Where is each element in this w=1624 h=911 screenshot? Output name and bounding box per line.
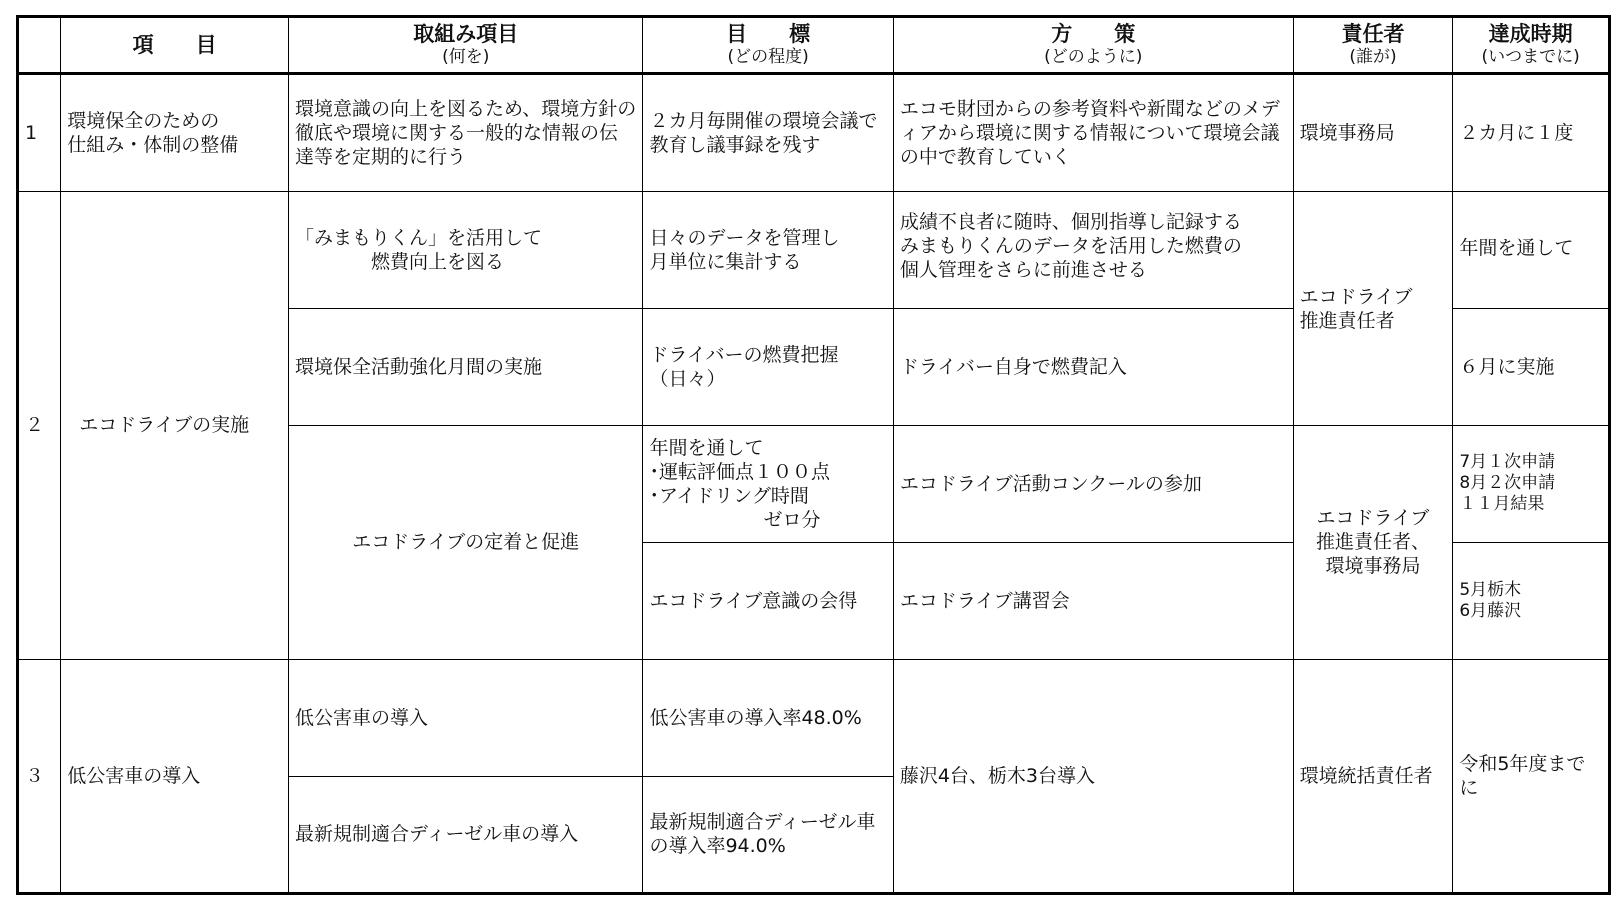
row-2d-jiki: 5月栃木 6月藤沢 <box>1453 542 1610 659</box>
row-2c-mokuhyo: 年間を通して ･運転評価点１００点 ･アイドリング時間 ゼロ分 <box>643 425 893 542</box>
row-2b-mokuhyo: ドライバーの燃費把握 （日々） <box>643 309 893 426</box>
header-item <box>61 17 289 74</box>
header-sekinin-main: 責任者 <box>1341 22 1405 46</box>
row-3-hosaku: 藤沢4台、栃木3台導入 <box>893 659 1293 893</box>
row-3a-torikumi: 低公害車の導入 <box>288 659 642 776</box>
header-jiki-sub: (いつまでに) <box>1481 47 1580 67</box>
header-jiki-main: 達成時期 <box>1488 22 1573 46</box>
row-2a-jiki: 年間を通して <box>1453 192 1610 309</box>
row-1-jiki: ２カ月に１度 <box>1453 74 1610 192</box>
row-1-no: 1 <box>18 74 61 192</box>
row-3-sekinin: 環境統括責任者 <box>1293 659 1453 893</box>
row-1-sekinin: 環境事務局 <box>1293 74 1453 192</box>
header-sekinin <box>1293 17 1453 74</box>
row-2b-torikumi: 環境保全活動強化月間の実施 <box>288 309 642 426</box>
header-torikumi-main: 取組み項目 <box>413 22 519 46</box>
table-row-1 <box>18 74 1610 192</box>
header-row <box>18 17 1610 74</box>
row-3-item: 低公害車の導入 <box>61 659 289 893</box>
row-2c-jiki: 7月１次申請 8月２次申請 １１月結果 <box>1453 425 1610 542</box>
row-2a-mokuhyo: 日々のデータを管理し 月単位に集計する <box>643 192 893 309</box>
row-2ab-sekinin: エコドライブ 推進責任者 <box>1293 192 1453 426</box>
row-1-hosaku: エコモ財団からの参考資料や新聞などのメディアから環境に関する情報について環境会議の中で教育していく <box>893 74 1293 192</box>
row-2-item: エコドライブの実施 <box>61 192 289 660</box>
header-hosaku <box>893 17 1293 74</box>
header-hosaku-sub: (どのように) <box>1044 47 1143 67</box>
header-mokuhyo-main: 目 標 <box>726 22 811 46</box>
row-2-no: ２ <box>18 192 61 660</box>
header-mokuhyo <box>643 17 893 74</box>
row-2cd-torikumi: エコドライブの定着と促進 <box>288 425 642 659</box>
row-2b-jiki: ６月に実施 <box>1453 309 1610 426</box>
row-2cd-sekinin: エコドライブ 推進責任者、 環境事務局 <box>1293 425 1453 659</box>
row-2c-hosaku: エコドライブ活動コンクールの参加 <box>893 425 1293 542</box>
row-2b-hosaku: ドライバー自身で燃費記入 <box>893 309 1293 426</box>
row-3a-mokuhyo: 低公害車の導入率48.0% <box>643 659 893 776</box>
row-3b-mokuhyo: 最新規制適合ディーゼル車の導入率94.0% <box>643 776 893 893</box>
row-2d-hosaku: エコドライブ講習会 <box>893 542 1293 659</box>
table-row-3a <box>18 659 1610 776</box>
header-jiki <box>1453 17 1610 74</box>
row-2d-mokuhyo: エコドライブ意識の会得 <box>643 542 893 659</box>
header-torikumi-sub: (何を) <box>442 47 490 67</box>
row-1-torikumi: 環境意識の向上を図るため、環境方針の徹底や環境に関する一般的な情報の伝達等を定期的に行う <box>288 74 642 192</box>
row-3-jiki: 令和5年度までに <box>1453 659 1610 893</box>
table-row-2a <box>18 192 1610 309</box>
header-mokuhyo-sub: (どの程度) <box>727 47 809 67</box>
row-1-mokuhyo: ２カ月毎開催の環境会議で教育し議事録を残す <box>643 74 893 192</box>
row-1-item: 環境保全のための 仕組み・体制の整備 <box>61 74 289 192</box>
row-2a-hosaku: 成績不良者に随時、個別指導し記録する みまもりくんのデータを活用した燃費の 個人管理をさらに前進させる <box>893 192 1293 309</box>
eco-action-plan-table <box>16 15 1611 895</box>
header-sekinin-sub: (誰が) <box>1349 47 1397 67</box>
row-2a-torikumi: 「みまもりくん」を活用して 燃費向上を図る <box>288 192 642 309</box>
header-no <box>18 17 61 74</box>
row-3b-torikumi: 最新規制適合ディーゼル車の導入 <box>288 776 642 893</box>
header-item-label: 項 目 <box>132 32 217 57</box>
header-torikumi <box>288 17 642 74</box>
row-3-no: ３ <box>18 659 61 893</box>
header-hosaku-main: 方 策 <box>1051 22 1136 46</box>
